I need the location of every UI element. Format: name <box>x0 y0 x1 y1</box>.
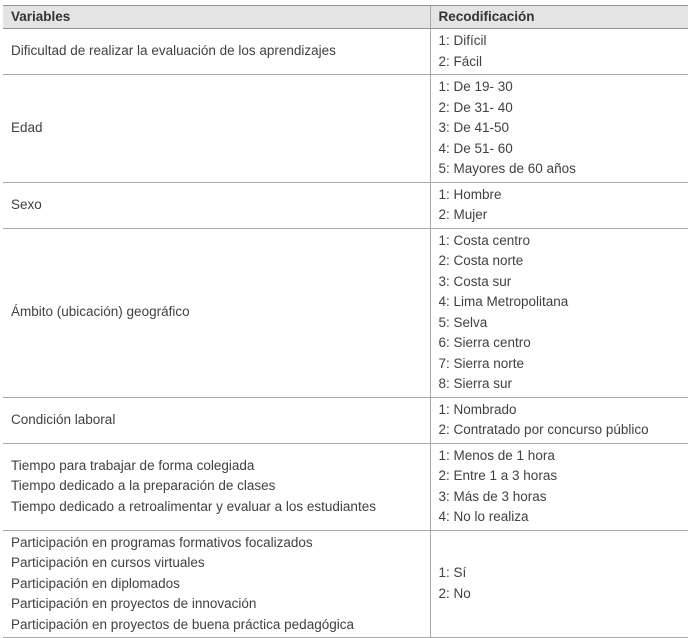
table-row <box>3 182 688 228</box>
recodificacion-cell <box>430 443 688 530</box>
cell-line: Dificultad de realizar la evaluación de los aprendizajes <box>11 43 336 59</box>
table-row <box>3 443 688 530</box>
variables-cell <box>3 530 430 638</box>
cell-line: 6: Sierra centro <box>438 335 531 350</box>
header-row <box>3 6 688 29</box>
header-variables: Variables <box>3 6 430 29</box>
recodificacion-cell <box>430 29 688 75</box>
cell-line: Participación en cursos virtuales <box>11 555 205 570</box>
recoding-table <box>3 5 688 638</box>
cell-line: 2: Contratado por concurso público <box>438 422 649 437</box>
cell-line: 3: Más de 3 horas <box>438 488 547 504</box>
cell-line: 2: Entre 1 a 3 horas <box>438 468 558 483</box>
cell-line: 1: Difícil <box>438 33 487 48</box>
table-row <box>3 29 688 75</box>
cell-line: Participación en diplomados <box>11 575 180 591</box>
cell-line: Ámbito (ubicación) geográfico <box>11 304 190 320</box>
cell-line: 4: No lo realiza <box>438 509 529 524</box>
cell-line: Participación en programas formativos focalizados <box>11 534 313 550</box>
recodificacion-cell <box>430 530 688 638</box>
table-header <box>3 6 688 29</box>
cell-line: Participación en proyectos de buena práctica pedagógica <box>11 616 354 632</box>
table-row <box>3 228 688 397</box>
cell-line: 1: De 19- 30 <box>438 79 513 94</box>
cell-line: 3: De 41-50 <box>438 120 510 135</box>
cell-line: 1: Costa centro <box>438 232 531 248</box>
cell-line: 1: Nombrado <box>438 401 517 417</box>
cell-line: 1: Menos de 1 hora <box>438 447 555 463</box>
cell-line: 2: Fácil <box>438 53 483 69</box>
cell-line: Participación en proyectos de innovación <box>11 596 257 611</box>
cell-line: 2: No <box>438 585 471 601</box>
variables-cell <box>3 443 430 530</box>
header-recodificacion: Recodificación <box>430 6 688 29</box>
variables-cell <box>3 182 430 228</box>
cell-line: 5: Mayores de 60 años <box>438 161 576 176</box>
cell-line: Tiempo dedicado a la preparación de clases <box>11 478 276 494</box>
table-row <box>3 530 688 638</box>
recodificacion-cell <box>430 75 688 183</box>
variables-cell <box>3 228 430 397</box>
cell-line: 1: Sí <box>438 565 467 581</box>
cell-line: 2: De 31- 40 <box>438 99 513 115</box>
cell-line: 4: Lima Metropolitana <box>438 294 569 309</box>
cell-line: 7: Sierra norte <box>438 355 525 371</box>
cell-line: 4: De 51- 60 <box>438 140 513 156</box>
variables-cell <box>3 29 430 75</box>
table-row <box>3 75 688 183</box>
cell-line: 2: Mujer <box>438 207 488 222</box>
variables-cell <box>3 397 430 443</box>
cell-line: 5: Selva <box>438 314 488 330</box>
recodificacion-cell <box>430 182 688 228</box>
cell-line: Edad <box>11 120 43 135</box>
variables-cell <box>3 75 430 183</box>
cell-line: Sexo <box>11 196 42 212</box>
table-row <box>3 397 688 443</box>
table-body <box>3 29 688 638</box>
recodificacion-cell <box>430 228 688 397</box>
cell-line: 1: Hombre <box>438 186 502 202</box>
cell-line: Tiempo dedicado a retroalimentar y evaluar a los estudiantes <box>11 498 376 514</box>
cell-line: Condición laboral <box>11 411 116 427</box>
recodificacion-cell <box>430 397 688 443</box>
cell-line: Tiempo para trabajar de forma colegiada <box>11 457 255 473</box>
cell-line: 8: Sierra sur <box>438 376 513 391</box>
cell-line: 2: Costa norte <box>438 253 524 268</box>
cell-line: 3: Costa sur <box>438 273 512 289</box>
